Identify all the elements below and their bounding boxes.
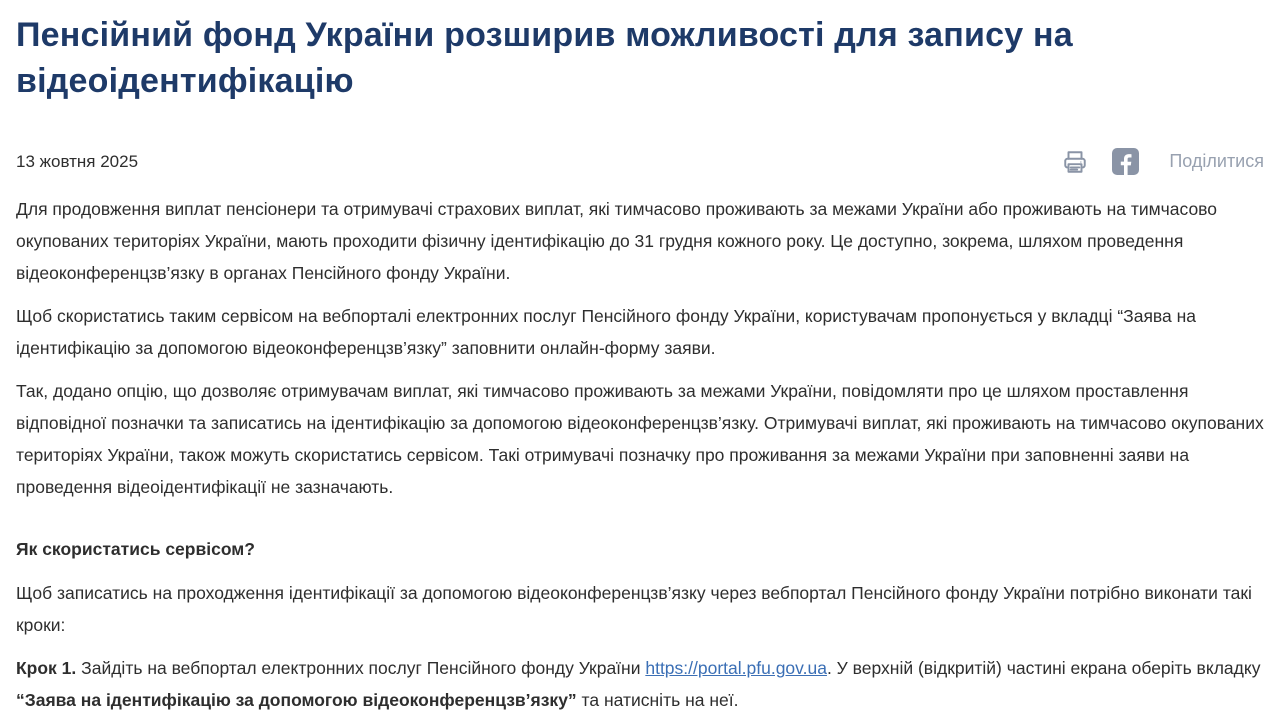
- page-title: Пенсійний фонд України розширив можливості для запису на відеоідентифікацію: [16, 16, 1073, 100]
- step-1-text-after-link: . У верхній (відкритій) частині екрана оберіть вкладку: [826, 658, 1261, 678]
- steps-intro: Щоб записатись на проходження ідентифікації за допомогою відеоконференцзв’язку через вебпортал Пенсійного фонду України потрібно виконати такі кроки:: [16, 583, 1252, 635]
- share-tools: [1062, 148, 1264, 175]
- step-1-text-tail: та натисніть на неї.: [576, 690, 739, 710]
- facebook-share-button[interactable]: [1112, 148, 1139, 175]
- printer-icon: [1062, 149, 1088, 175]
- step-1-text-before-link: Зайдіть на вебпортал електронних послуг Пенсійного фонду України: [76, 658, 646, 678]
- step-1: [16, 652, 1264, 716]
- step-1-quoted-tab-name: “Заява на ідентифікацію за допомогою відеоконференцзв’язку”: [16, 690, 577, 710]
- portal-link[interactable]: https://portal.pfu.gov.ua: [645, 658, 827, 678]
- section-heading: Як скористатись сервісом?: [16, 539, 255, 559]
- print-button[interactable]: [1062, 149, 1088, 175]
- meta-row: [16, 148, 1264, 175]
- paragraph-1: Для продовження виплат пенсіонери та отримувачі страхових виплат, які тимчасово проживають за межами України або проживають на тимчасово окупованих територіях України, мають проходити фізичну ідентифікацію до 31 грудня кожного року. Це доступно, зокрема, шляхом проведення відеоконференцзв’язку в органах Пенсійного фонду України.: [16, 199, 1218, 283]
- article-body: [16, 193, 1264, 716]
- step-1-label: Крок 1.: [16, 658, 77, 678]
- share-label[interactable]: Поділитися: [1169, 151, 1264, 171]
- publish-date: 13 жовтня 2025: [16, 151, 139, 171]
- paragraph-2: Щоб скористатись таким сервісом на вебпорталі електронних послуг Пенсійного фонду України, користувачам пропонується у вкладці “Заява на ідентифікацію за допомогою відеоконференцзв’язку” заповнити онлайн-форму заяви.: [16, 306, 1197, 358]
- paragraph-3: Так, додано опцію, що дозволяє отримувачам виплат, які тимчасово проживають за межами України, повідомляти про це шляхом проставлення відповідної позначки та записатись на ідентифікацію за допомогою відеоконференцзв’язку. Отримувачі виплат, які проживають на тимчасово окупованих територіях України, також можуть скористатись сервісом. Такі отримувачі позначку про проживання за межами України при заповненні заяви на проведення відеоідентифікації не зазначають.: [16, 381, 1264, 497]
- facebook-icon: [1112, 148, 1139, 175]
